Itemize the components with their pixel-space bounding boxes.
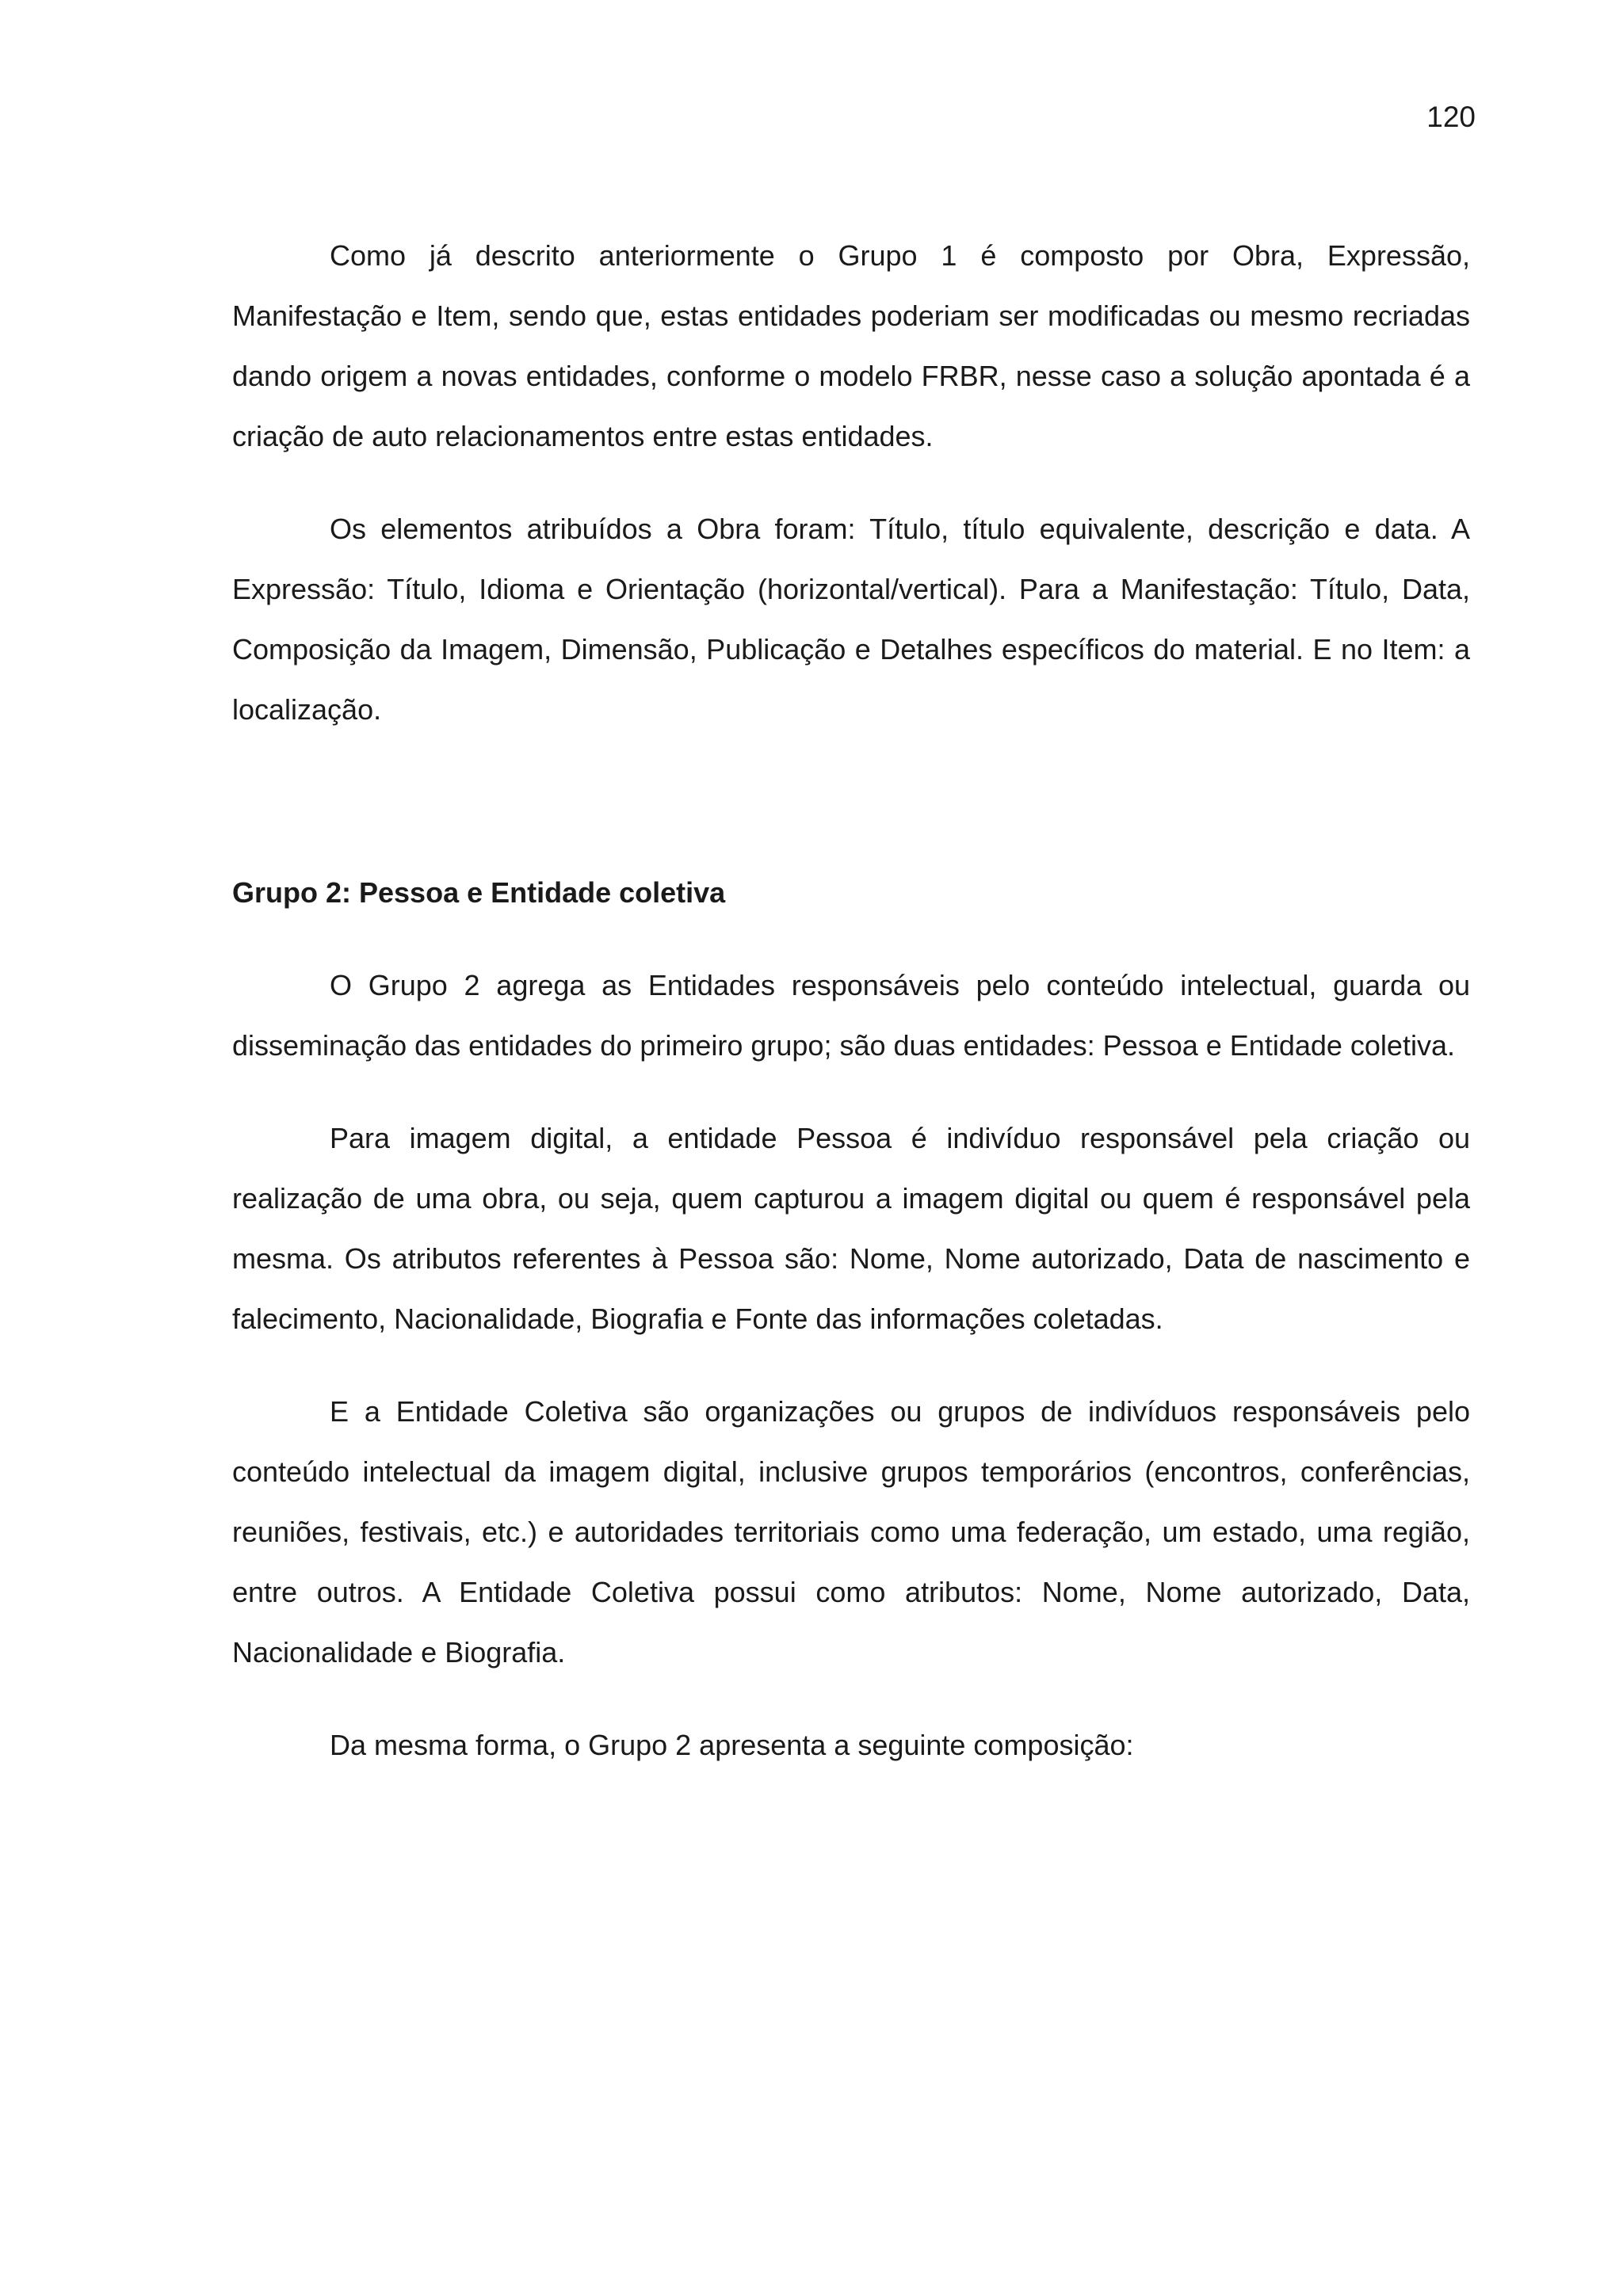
paragraph-entidade-coletiva: E a Entidade Coletiva são organizações ou grupos de indivíduos responsáveis pelo conteúdo intelectual da imagem digital, inclusive grupos temporários (encontros, conferências, reuniões, festivais, etc.) e autoridades territoriais como uma federação, um estado, uma região, entre outros. A Entidade Coletiva possui como atributos: Nome, Nome autorizado, Data, Nacionalidade e Biografia. (232, 1395, 1470, 1669)
paragraph-group1-composition: Como já descrito anteriormente o Grupo 1 é composto por Obra, Expressão, Manifestação e Item, sendo que, estas entidades poderiam ser modificadas ou mesmo recriadas dando origem a novas entidades, conforme o modelo FRBR, nesse caso a solução apontada é a criação de auto relacionamentos entre estas entidades. (232, 239, 1470, 452)
paragraph-pessoa: Para imagem digital, a entidade Pessoa é indivíduo responsável pela criação ou realização de uma obra, ou seja, quem capturou a imagem digital ou quem é responsável pela mesma. Os atributos referentes à Pessoa são: Nome, Nome autorizado, Data de nascimento e falecimento, Nacionalidade, Biografia e Fonte das informações coletadas. (232, 1122, 1470, 1335)
page-number: 120 (1426, 101, 1476, 133)
section-spacer (232, 772, 1470, 863)
paragraph-obra-elements: Os elementos atribuídos a Obra foram: Título, título equivalente, descrição e data. A Expressão: Título, Idioma e Orientação (horizontal/vertical). Para a Manifestação: Título, Data, Composição da Imagem, Dimensão, Publicação e Detalhes específicos do material. E no Item: a localização. (232, 513, 1470, 726)
paragraph-group2-composition: Da mesma forma, o Grupo 2 apresenta a seguinte composição: (330, 1729, 1134, 1761)
paragraph-group2-intro: O Grupo 2 agrega as Entidades responsáveis pelo conteúdo intelectual, guarda ou disseminação das entidades do primeiro grupo; são duas entidades: Pessoa e Entidade coletiva. (232, 969, 1470, 1062)
body-text (232, 226, 1470, 1808)
section-heading: Grupo 2: Pessoa e Entidade coletiva (232, 876, 726, 909)
